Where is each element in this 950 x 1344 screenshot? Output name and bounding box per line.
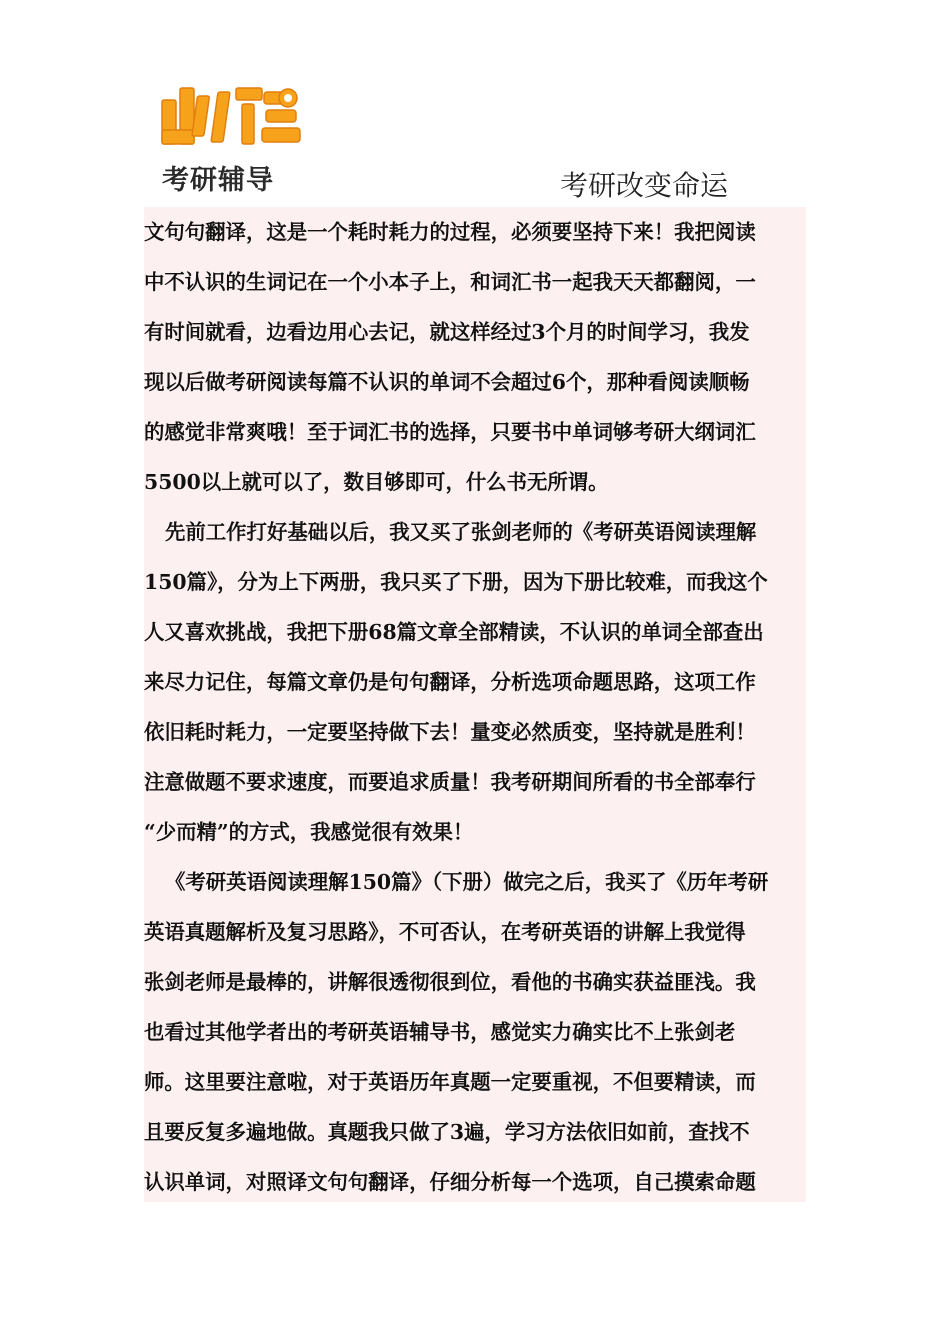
text-line: 有时间就看，边看边用心去记，就这样经过3个月的时间学习，我发: [144, 320, 750, 344]
text-line: “少而精”的方式，我感觉很有效果！: [144, 820, 474, 844]
text-line: 来尽力记住，每篇文章仍是句句翻译，分析选项命题思路，这项工作: [144, 670, 756, 694]
text-line: 中不认识的生词记在一个小本子上，和词汇书一起我天天都翻阅，一: [144, 270, 756, 294]
logo-subtitle: 考研辅导: [162, 165, 274, 196]
text-line: 注意做题不要求速度，而要追求质量！我考研期间所看的书全部奉行: [144, 770, 756, 794]
text-line: 英语真题解析及复习思路》，不可否认，在考研英语的讲解上我觉得: [144, 920, 746, 944]
paragraph-start-line: 先前工作打好基础以后，我又买了张剑老师的《考研英语阅读理解: [165, 520, 757, 544]
text-line: 且要反复多遍地做。真题我只做了3遍，学习方法依旧如前，查找不: [144, 1120, 750, 1144]
text-line: 依旧耗时耗力，一定要坚持做下去！量变必然质变，坚持就是胜利！: [144, 720, 756, 744]
text-line: 现以后做考研阅读每篇不认识的单词不会超过6个，那种看阅读顺畅: [144, 370, 750, 394]
page-header-title: 考研改变命运: [560, 169, 729, 202]
text-line: 5500以上就可以了，数目够即可，什么书无所谓。: [144, 470, 609, 494]
text-line: 也看过其他学者出的考研英语辅导书，感觉实力确实比不上张剑老: [144, 1020, 736, 1044]
brand-logo: [150, 70, 310, 200]
text-line: 张剑老师是最棒的，讲解很透彻很到位，看他的书确实获益匪浅。我: [144, 970, 756, 994]
text-line: 认识单词，对照译文句句翻译，仔细分析每一个选项，自己摸索命题: [144, 1170, 756, 1194]
text-line: 师。这里要注意啦，对于英语历年真题一定要重视，不但要精读，而: [144, 1070, 756, 1094]
text-line: 文句句翻译，这是一个耗时耗力的过程，必须要坚持下来！我把阅读: [144, 220, 756, 244]
text-line: 人又喜欢挑战，我把下册68篇文章全部精读，不认识的单词全部查出: [144, 620, 764, 644]
text-line: 的感觉非常爽哦！至于词汇书的选择，只要书中单词够考研大纲词汇: [144, 420, 756, 444]
article-body: [144, 207, 806, 1202]
text-line: 150篇》，分为上下两册，我只买了下册，因为下册比较难，而我这个: [144, 570, 768, 594]
paragraph-start-line: 《考研英语阅读理解150篇》（下册）做完之后，我买了《历年考研: [165, 870, 769, 894]
kaicheng-logo-icon: [154, 78, 304, 154]
